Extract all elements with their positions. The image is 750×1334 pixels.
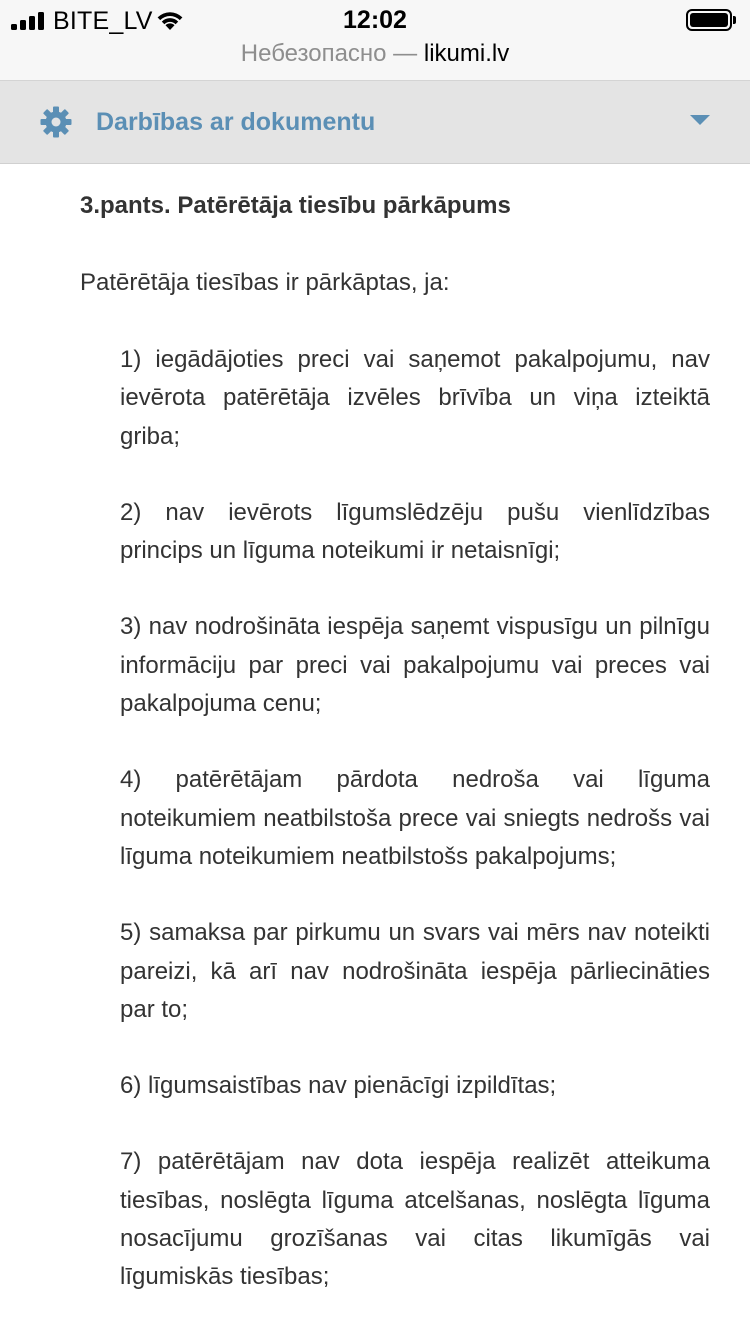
clause-list [80, 341, 710, 1297]
gear-icon [39, 105, 73, 139]
article-content [80, 186, 710, 1297]
clock: 12:02 [343, 6, 407, 34]
document-actions-dropdown[interactable] [0, 81, 750, 164]
browser-top-bar [0, 0, 750, 81]
clause-item: 2) nav ievērots līgumslēdzēju pušu vienlīdzības princips un līguma noteikumi ir netaisnīgi; [120, 498, 710, 565]
clause-item: 6) līgumsaistības nav pienācīgi izpildītas; [120, 1072, 557, 1100]
status-bar [0, 0, 750, 40]
clause-item: 7) patērētājam nav dota iespēja realizēt atteikuma tiesības, noslēgta līguma atcelšanas, noslēgta līguma nosacījumu grozīšanas vai citas likumīgās vai līgumiskās tiesības; [120, 1148, 710, 1291]
chevron-down-icon [690, 115, 710, 125]
article-title: 3.pants. Patērētāja tiesību pārkāpums [80, 192, 511, 219]
battery-tip [733, 16, 736, 24]
document-actions-label: Darbības ar dokumentu [96, 108, 376, 136]
carrier-name: BITE_LV [53, 7, 153, 35]
article-intro: Patērētāja tiesības ir pārkāptas, ja: [80, 269, 450, 296]
clause-item: 3) nav nodrošināta iespēja saņemt vispusīgu un pilnīgu informāciju par preci vai pakalpojumu vai preces vai pakalpojuma cenu; [120, 613, 710, 718]
battery-icon [686, 9, 732, 31]
clause-item: 1) iegādājoties preci vai saņemot pakalpojumu, nav ievērota patērētāja izvēles brīvība un viņa izteiktā griba; [120, 346, 710, 450]
address-bar[interactable] [0, 40, 750, 68]
url-domain: likumi.lv [423, 40, 510, 67]
clause-item: 5) samaksa par pirkumu un svars vai mērs nav noteikti pareizi, kā arī nav nodrošināta iespēja pārliecināties par to; [120, 919, 710, 1023]
security-warning: Небезопасно — [240, 40, 418, 67]
clause-item: 4) patērētājam pārdota nedroša vai līguma noteikumiem neatbilstoša prece vai sniegts nedrošs vai līguma noteikumiem neatbilstošs pakalpojums; [120, 766, 710, 870]
